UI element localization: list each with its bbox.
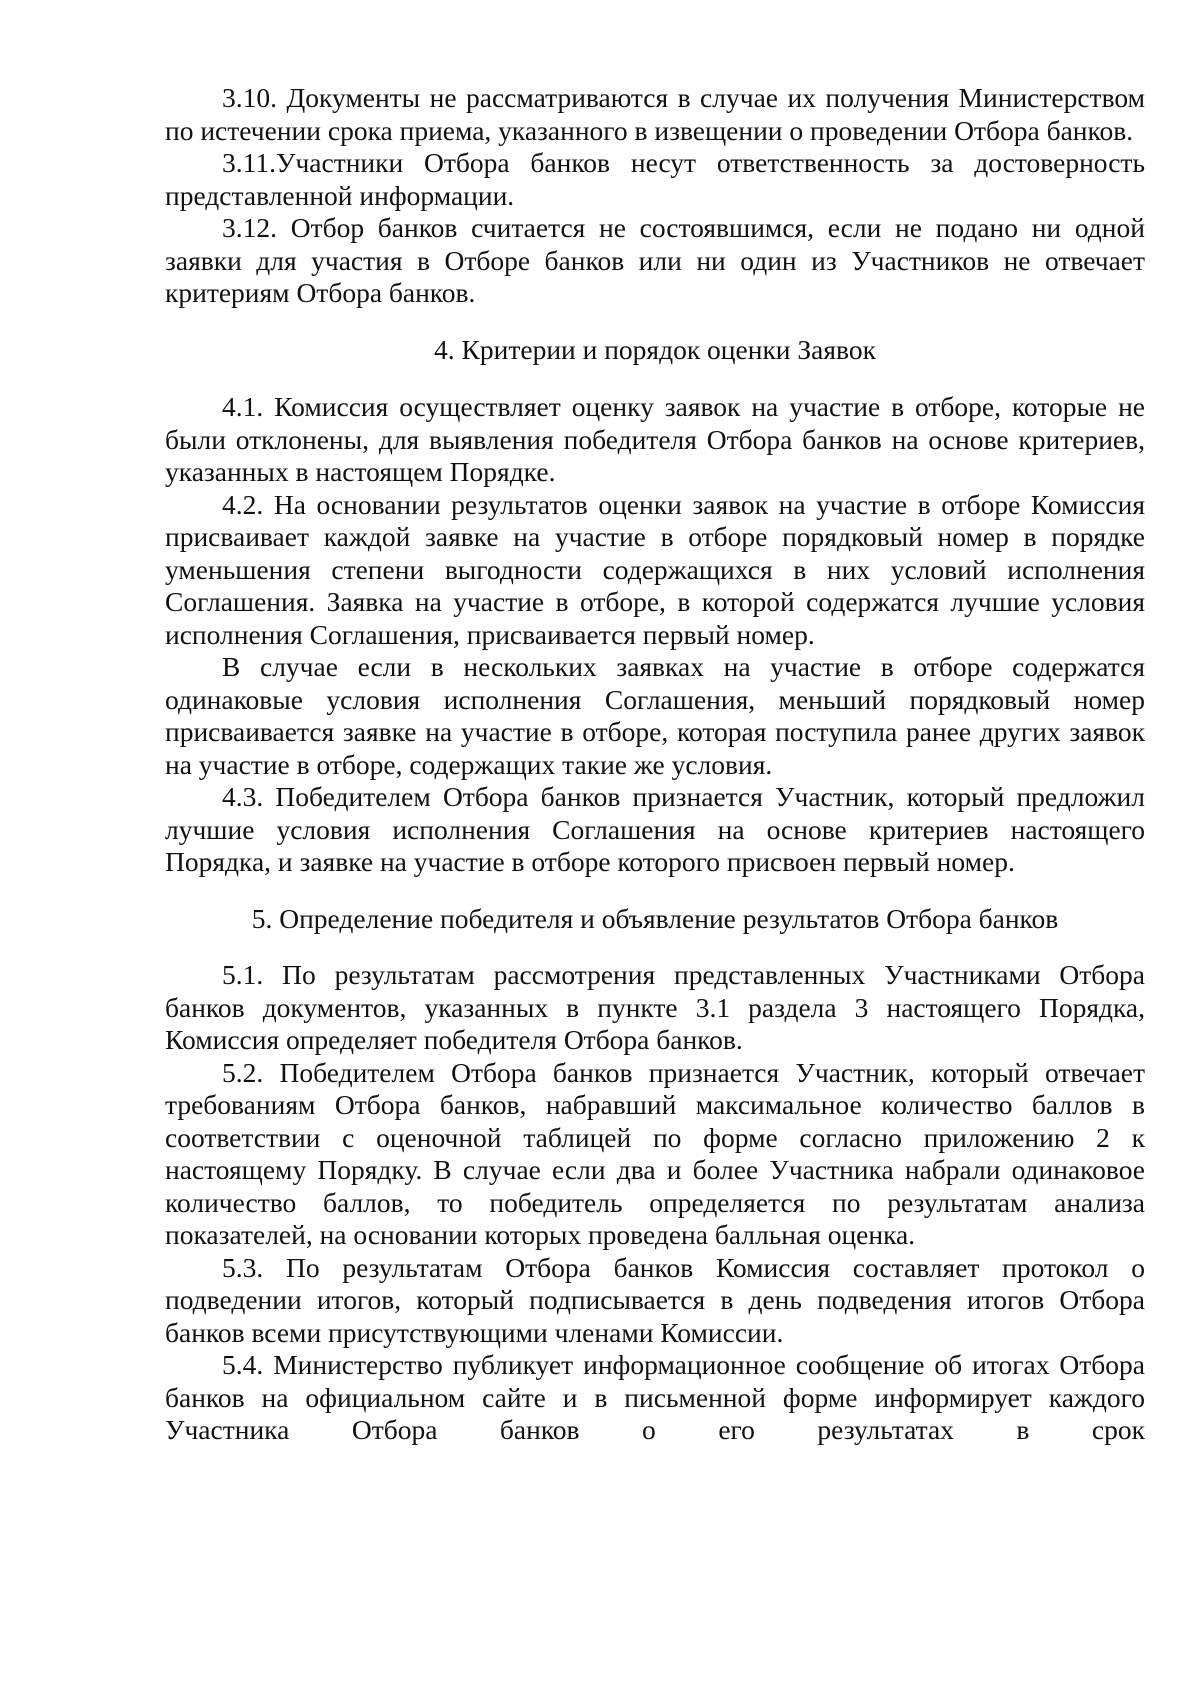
paragraph-5-3: 5.3. По результатам Отбора банков Комиссия составляет протокол о подведении итогов, который подписывается в день подведения итогов Отбора банков всеми присутствующими членами Комиссии. [165, 1251, 1145, 1348]
paragraph-5-4: 5.4. Министерство публикует информационное сообщение об итогах Отбора банков на официальном сайте и в письменной форме информирует каждого Участника Отбора банков о его результатах в срок [165, 1349, 1145, 1445]
paragraph-4-3: 4.3. Победителем Отбора банков признается Участник, который предложил лучшие условия исполнения Соглашения на основе критериев настоящего Порядка, и заявке на участие в отборе которого присвоен первый номер. [165, 781, 1145, 877]
document-page [165, 82, 1145, 1447]
paragraph-5-2: 5.2. Победителем Отбора банков признается Участник, который отвечает требованиям Отбора банков, набравший максимальное количество баллов в соответствии с оценочной таблицей по форме согласно приложению 2 к настоящему Порядку. В случае если два и более Участника набрали одинаковое количество баллов, то победитель определяется по результатам анализа показателей, на основании которых проведена балльная оценка. [165, 1056, 1145, 1250]
paragraph-4-1: 4.1. Комиссия осуществляет оценку заявок на участие в отборе, которые не были отклонены, для выявления победителя Отбора банков на основе критериев, указанных в настоящем Порядке. [165, 391, 1145, 487]
paragraph-5-1: 5.1. По результатам рассмотрения представленных Участниками Отбора банков документов, указанных в пункте 3.1 раздела 3 настоящего Порядка, Комиссия определяет победителя Отбора банков. [165, 959, 1145, 1055]
paragraph-3-10: 3.10. Документы не рассматриваются в случае их получения Министерством по истечении срока приема, указанного в извещении о проведении Отбора банков. [165, 82, 1145, 146]
paragraph-3-11: 3.11.Участники Отбора банков несут ответственность за достоверность представленной информации. [165, 147, 1145, 211]
paragraph-4-2: 4.2. На основании результатов оценки заявок на участие в отборе Комиссия присваивает каждой заявке на участие в отборе порядковый номер в порядке уменьшения степени выгодности содержащихся в них условий исполнения Соглашения. Заявка на участие в отборе, в которой содержатся лучшие условия исполнения Соглашения, присваивается первый номер. [165, 488, 1145, 650]
paragraph-4-2-continuation: В случае если в нескольких заявках на участие в отборе содержатся одинаковые условия исполнения Соглашения, меньший порядковый номер присваивается заявке на участие в отборе, которая поступила ранее других заявок на участие в отборе, содержащих такие же условия. [165, 651, 1145, 780]
paragraph-3-12: 3.12. Отбор банков считается не состоявшимся, если не подано ни одной заявки для участия в Отборе банков или ни один из Участников не отвечает критериям Отбора банков. [165, 212, 1145, 308]
section-4-heading: 4. Критерии и порядок оценки Заявок [434, 333, 876, 365]
section-5-heading: 5. Определение победителя и объявление результатов Отбора банков [251, 902, 1059, 934]
